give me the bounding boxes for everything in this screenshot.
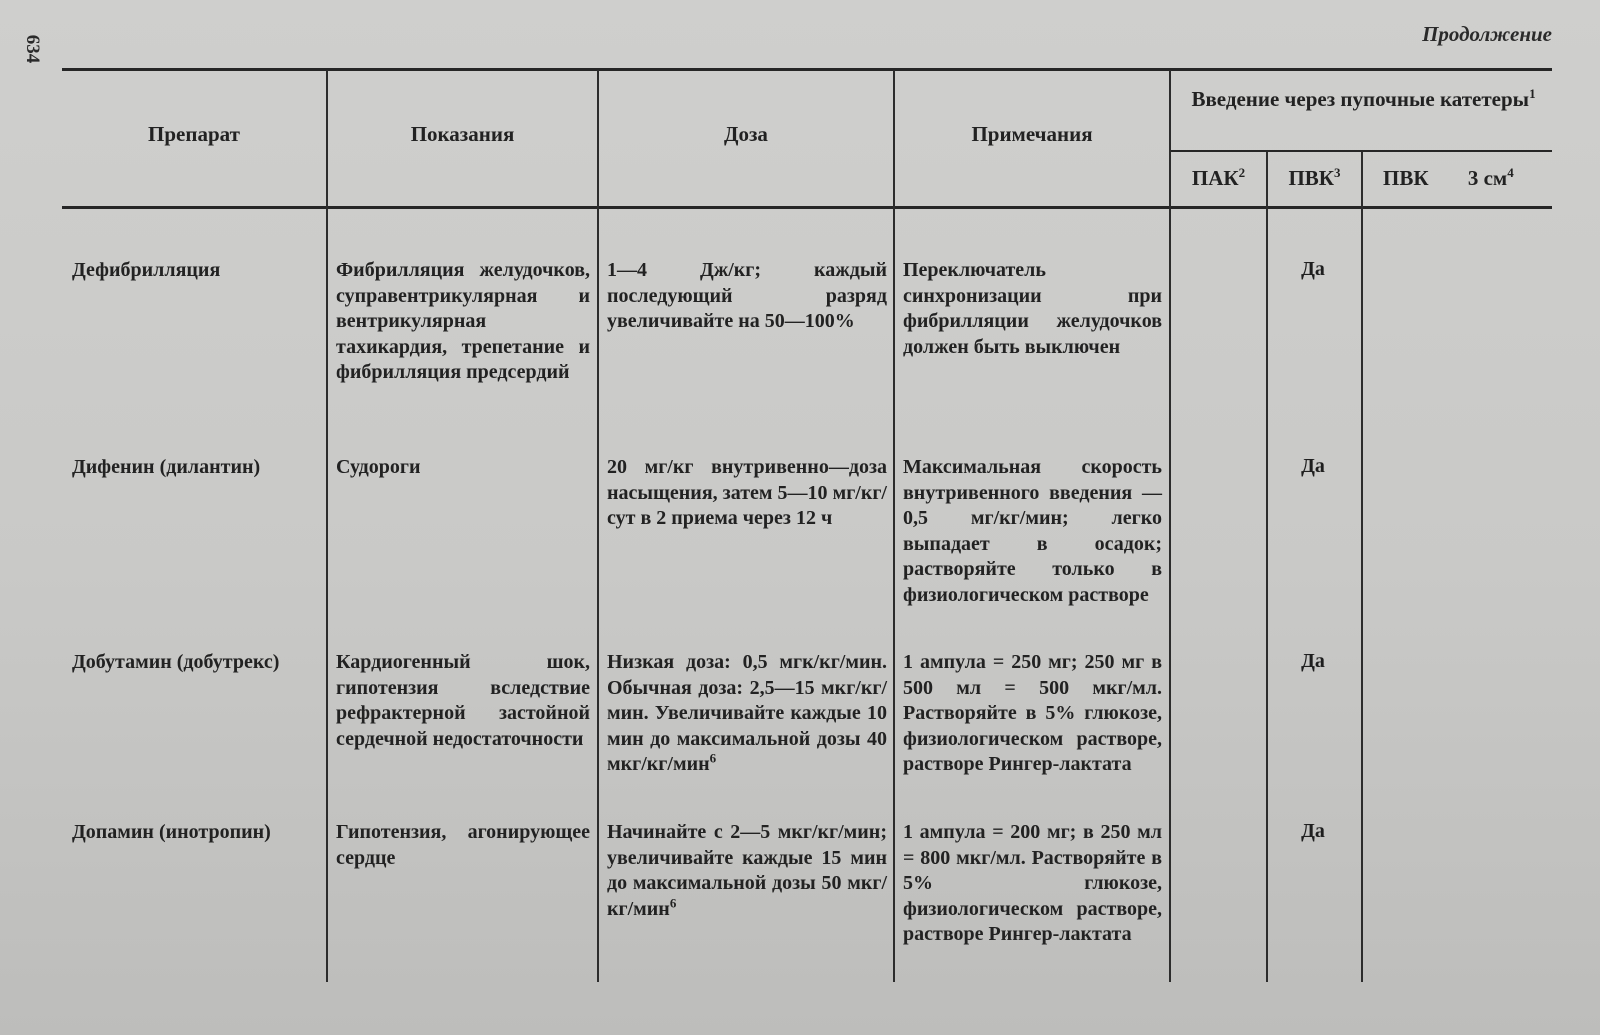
indications-cell: Фибрилляция желудочков, суправентрикулярная и вентрикулярная тахикардия, трепетание и фибрилляция предсердий	[336, 259, 590, 384]
header-catheters-text: Введение через пупочные катетеры	[1191, 87, 1530, 111]
header-indications: Показания	[410, 122, 515, 146]
header-notes: Примечания	[971, 122, 1093, 146]
header-dose: Доза	[724, 122, 768, 146]
header-pvk3-suffix: 3 см	[1467, 166, 1508, 190]
header-pvk	[1268, 166, 1361, 190]
indications-cell: Гипотензия, агонирующее сердце	[336, 821, 590, 869]
pvk-value: Да	[1301, 650, 1325, 672]
column-divider	[893, 70, 895, 982]
dose-text: Начинайте с 2—5 мкг/кг/мин; увеличивайте каждые 15 мин до максимальной дозы 50 мкг/кг/мин	[607, 821, 887, 920]
header-drug: Препарат	[148, 122, 240, 146]
column-divider	[326, 70, 328, 982]
dose-text: Низкая доза: 0,5 мгк/кг/мин. Обычная доза: 2,5—15 мкг/кг/мин. Увеличивайте каждые 10 мин до максимальной дозы 40 мкг/кг/мин	[607, 651, 887, 776]
drug-cell: Допамин (инотропин)	[72, 821, 271, 843]
pvk-value: Да	[1301, 258, 1325, 280]
footnote-marker: 4	[1507, 165, 1514, 180]
drug-cell: Дифенин (дилантин)	[72, 456, 261, 478]
footnote-marker: 3	[1334, 165, 1341, 180]
footnote-marker: 2	[1238, 165, 1246, 180]
drug-cell: Добутамин (добутрекс)	[72, 651, 280, 673]
header-pvk-3cm	[1363, 166, 1552, 190]
indications-cell: Судороги	[336, 456, 421, 478]
header-bottom-rule	[62, 206, 1552, 209]
notes-cell: 1 ампула = 200 мг; в 250 мл = 800 мкг/мл. Растворяйте в 5% глюкозе, физиологическом растворе, растворе Рингер-лактата	[903, 821, 1162, 946]
notes-cell: Максимальная скорость внутривенного введения — 0,5 мг/кг/мин; легко выпадает в осадок; растворяйте только в физиологическом растворе	[903, 456, 1162, 606]
dose-cell: 20 мг/кг внутривенно—доза насыщения, затем 5—10 мг/кг/сут в 2 приема через 12 ч	[607, 456, 887, 530]
notes-cell: 1 ампула = 250 мг; 250 мг в 500 мл = 500 мкг/мл. Растворяйте в 5% глюкозе, физиологическом растворе, растворе Рингер-лактата	[903, 651, 1162, 776]
dose-cell	[607, 820, 887, 922]
pvk-value: Да	[1301, 455, 1325, 477]
footnote-marker: 1	[1529, 86, 1536, 101]
dose-cell	[607, 650, 887, 778]
header-pvk3-text: ПВК	[1383, 166, 1429, 190]
column-divider	[597, 70, 599, 982]
column-divider	[1169, 70, 1171, 982]
header-catheters-group	[1175, 86, 1552, 112]
drug-cell: Дефибрилляция	[72, 259, 221, 281]
continued-label: Продолжение	[1422, 22, 1552, 46]
column-divider	[1361, 152, 1363, 982]
footnote-marker: 6	[669, 895, 677, 911]
header-pvk-text: ПВК	[1288, 166, 1335, 190]
page-number: 634	[22, 34, 43, 64]
notes-cell: Переключатель синхронизации при фибрилляции желудочков должен быть выключен	[903, 259, 1162, 358]
header-pak-text: ПАК	[1191, 166, 1239, 190]
pvk-value: Да	[1301, 820, 1325, 842]
indications-cell: Кардиогенный шок, гипотензия вследствие рефрактерной застойной сердечной недостаточности	[336, 651, 590, 750]
header-pak	[1171, 166, 1266, 190]
footnote-marker: 6	[709, 750, 717, 766]
dose-cell: 1—4 Дж/кг; каждый последующий разряд увеличивайте на 50—100%	[607, 259, 887, 333]
table-top-rule	[62, 68, 1552, 71]
